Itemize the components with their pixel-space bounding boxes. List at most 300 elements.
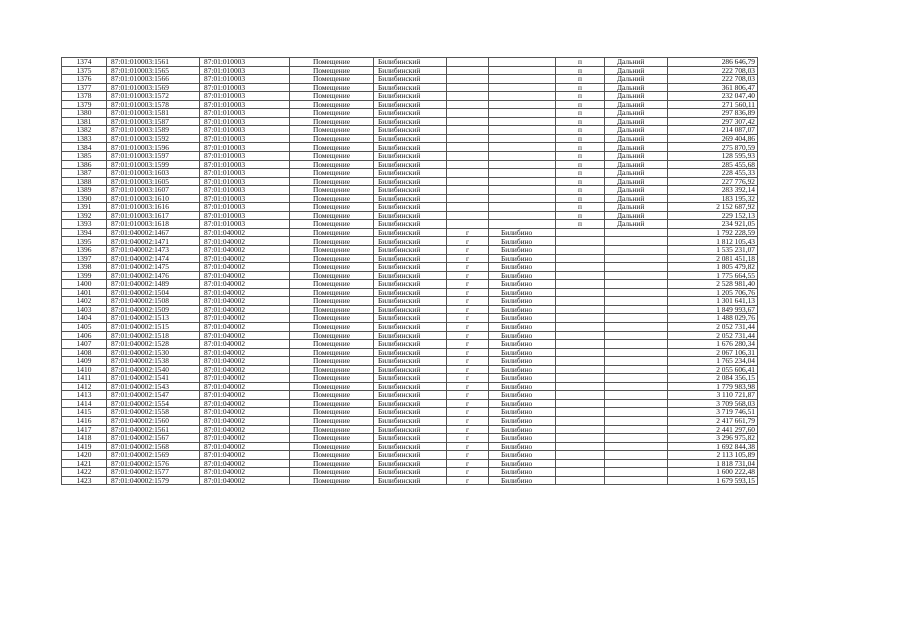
settlement-type-cell xyxy=(447,186,489,195)
locality-type-cell: п xyxy=(556,100,605,109)
table-row xyxy=(62,459,758,468)
district-cell: Билибинский xyxy=(374,220,447,229)
row-number-cell: 1381 xyxy=(62,117,107,126)
locality-name-cell: Дальний xyxy=(605,58,668,67)
table-row xyxy=(62,314,758,323)
locality-name-cell xyxy=(605,399,668,408)
table-row xyxy=(62,117,758,126)
locality-name-cell xyxy=(605,434,668,443)
settlement-type-cell: г xyxy=(447,374,489,383)
cadastral-value-cell: 271 560,11 xyxy=(668,100,758,109)
cadastral-number-cell: 87:01:010003:1578 xyxy=(107,100,200,109)
locality-name-cell xyxy=(605,228,668,237)
district-cell: Билибинский xyxy=(374,314,447,323)
district-cell: Билибинский xyxy=(374,442,447,451)
cadastral-value-cell: 1 805 479,82 xyxy=(668,263,758,272)
object-type-cell: Помещение xyxy=(290,117,374,126)
row-number-cell: 1420 xyxy=(62,451,107,460)
cadastral-block-cell: 87:01:040002 xyxy=(200,442,290,451)
table-row xyxy=(62,357,758,366)
cadastral-block-cell: 87:01:040002 xyxy=(200,357,290,366)
locality-type-cell xyxy=(556,280,605,289)
district-cell: Билибинский xyxy=(374,399,447,408)
cadastral-value-cell: 2 081 451,18 xyxy=(668,254,758,263)
district-cell: Билибинский xyxy=(374,228,447,237)
locality-name-cell: Дальний xyxy=(605,177,668,186)
locality-type-cell xyxy=(556,425,605,434)
object-type-cell: Помещение xyxy=(290,92,374,101)
cadastral-number-cell: 87:01:010003:1607 xyxy=(107,186,200,195)
registry-table xyxy=(61,57,758,485)
cadastral-value-cell: 1 679 593,15 xyxy=(668,476,758,485)
row-number-cell: 1387 xyxy=(62,169,107,178)
district-cell: Билибинский xyxy=(374,100,447,109)
table-row xyxy=(62,83,758,92)
settlement-type-cell: г xyxy=(447,468,489,477)
cadastral-block-cell: 87:01:040002 xyxy=(200,340,290,349)
district-cell: Билибинский xyxy=(374,340,447,349)
cadastral-block-cell: 87:01:010003 xyxy=(200,203,290,212)
locality-name-cell: Дальний xyxy=(605,169,668,178)
object-type-cell: Помещение xyxy=(290,58,374,67)
row-number-cell: 1423 xyxy=(62,476,107,485)
object-type-cell: Помещение xyxy=(290,143,374,152)
cadastral-value-cell: 222 708,03 xyxy=(668,66,758,75)
district-cell: Билибинский xyxy=(374,237,447,246)
object-type-cell: Помещение xyxy=(290,451,374,460)
district-cell: Билибинский xyxy=(374,134,447,143)
settlement-type-cell: г xyxy=(447,408,489,417)
settlement-type-cell: г xyxy=(447,331,489,340)
row-number-cell: 1394 xyxy=(62,228,107,237)
object-type-cell: Помещение xyxy=(290,177,374,186)
row-number-cell: 1390 xyxy=(62,194,107,203)
locality-name-cell xyxy=(605,271,668,280)
settlement-name-cell: Билибино xyxy=(489,314,556,323)
district-cell: Билибинский xyxy=(374,263,447,272)
table-row xyxy=(62,143,758,152)
cadastral-number-cell: 87:01:010003:1603 xyxy=(107,169,200,178)
settlement-type-cell: г xyxy=(447,305,489,314)
cadastral-value-cell: 2 152 687,92 xyxy=(668,203,758,212)
cadastral-number-cell: 87:01:010003:1618 xyxy=(107,220,200,229)
settlement-type-cell xyxy=(447,83,489,92)
locality-type-cell: п xyxy=(556,220,605,229)
settlement-type-cell xyxy=(447,134,489,143)
cadastral-block-cell: 87:01:040002 xyxy=(200,374,290,383)
row-number-cell: 1397 xyxy=(62,254,107,263)
table-row xyxy=(62,92,758,101)
cadastral-block-cell: 87:01:040002 xyxy=(200,228,290,237)
row-number-cell: 1415 xyxy=(62,408,107,417)
object-type-cell: Помещение xyxy=(290,476,374,485)
object-type-cell: Помещение xyxy=(290,194,374,203)
row-number-cell: 1404 xyxy=(62,314,107,323)
table-row xyxy=(62,476,758,485)
settlement-name-cell: Билибино xyxy=(489,254,556,263)
table-row xyxy=(62,399,758,408)
cadastral-number-cell: 87:01:040002:1558 xyxy=(107,408,200,417)
locality-type-cell: п xyxy=(556,160,605,169)
district-cell: Билибинский xyxy=(374,365,447,374)
cadastral-value-cell: 297 307,42 xyxy=(668,117,758,126)
table-row xyxy=(62,203,758,212)
district-cell: Билибинский xyxy=(374,152,447,161)
cadastral-number-cell: 87:01:010003:1587 xyxy=(107,117,200,126)
cadastral-block-cell: 87:01:040002 xyxy=(200,271,290,280)
settlement-name-cell xyxy=(489,58,556,67)
settlement-name-cell: Билибино xyxy=(489,459,556,468)
locality-name-cell: Дальний xyxy=(605,143,668,152)
locality-type-cell xyxy=(556,305,605,314)
locality-type-cell: п xyxy=(556,117,605,126)
row-number-cell: 1386 xyxy=(62,160,107,169)
cadastral-block-cell: 87:01:010003 xyxy=(200,211,290,220)
cadastral-block-cell: 87:01:010003 xyxy=(200,100,290,109)
locality-name-cell xyxy=(605,305,668,314)
cadastral-block-cell: 87:01:040002 xyxy=(200,391,290,400)
object-type-cell: Помещение xyxy=(290,331,374,340)
locality-name-cell: Дальний xyxy=(605,152,668,161)
locality-type-cell xyxy=(556,263,605,272)
settlement-type-cell xyxy=(447,58,489,67)
district-cell: Билибинский xyxy=(374,169,447,178)
table-row xyxy=(62,263,758,272)
row-number-cell: 1410 xyxy=(62,365,107,374)
settlement-name-cell xyxy=(489,177,556,186)
table-row xyxy=(62,186,758,195)
cadastral-number-cell: 87:01:010003:1566 xyxy=(107,75,200,84)
row-number-cell: 1414 xyxy=(62,399,107,408)
object-type-cell: Помещение xyxy=(290,365,374,374)
locality-type-cell: п xyxy=(556,211,605,220)
cadastral-value-cell: 2 067 106,31 xyxy=(668,348,758,357)
row-number-cell: 1403 xyxy=(62,305,107,314)
object-type-cell: Помещение xyxy=(290,297,374,306)
object-type-cell: Помещение xyxy=(290,66,374,75)
table-row xyxy=(62,416,758,425)
cadastral-number-cell: 87:01:010003:1581 xyxy=(107,109,200,118)
row-number-cell: 1393 xyxy=(62,220,107,229)
row-number-cell: 1382 xyxy=(62,126,107,135)
locality-name-cell: Дальний xyxy=(605,160,668,169)
object-type-cell: Помещение xyxy=(290,254,374,263)
table-body xyxy=(62,58,758,485)
object-type-cell: Помещение xyxy=(290,314,374,323)
settlement-name-cell: Билибино xyxy=(489,280,556,289)
district-cell: Билибинский xyxy=(374,109,447,118)
settlement-name-cell xyxy=(489,160,556,169)
cadastral-block-cell: 87:01:010003 xyxy=(200,66,290,75)
cadastral-value-cell: 1 792 228,59 xyxy=(668,228,758,237)
cadastral-value-cell: 3 110 721,87 xyxy=(668,391,758,400)
settlement-name-cell xyxy=(489,220,556,229)
object-type-cell: Помещение xyxy=(290,425,374,434)
row-number-cell: 1399 xyxy=(62,271,107,280)
cadastral-block-cell: 87:01:010003 xyxy=(200,220,290,229)
locality-name-cell xyxy=(605,425,668,434)
locality-name-cell: Дальний xyxy=(605,117,668,126)
cadastral-number-cell: 87:01:040002:1489 xyxy=(107,280,200,289)
locality-name-cell: Дальний xyxy=(605,100,668,109)
row-number-cell: 1405 xyxy=(62,322,107,331)
cadastral-number-cell: 87:01:040002:1538 xyxy=(107,357,200,366)
district-cell: Билибинский xyxy=(374,66,447,75)
table-row xyxy=(62,177,758,186)
object-type-cell: Помещение xyxy=(290,203,374,212)
cadastral-value-cell: 2 113 105,89 xyxy=(668,451,758,460)
cadastral-block-cell: 87:01:040002 xyxy=(200,348,290,357)
object-type-cell: Помещение xyxy=(290,186,374,195)
locality-name-cell xyxy=(605,365,668,374)
table-row xyxy=(62,75,758,84)
settlement-name-cell: Билибино xyxy=(489,322,556,331)
locality-name-cell xyxy=(605,451,668,460)
cadastral-number-cell: 87:01:040002:1475 xyxy=(107,263,200,272)
settlement-name-cell: Билибино xyxy=(489,237,556,246)
district-cell: Билибинский xyxy=(374,211,447,220)
table-row xyxy=(62,425,758,434)
settlement-type-cell: г xyxy=(447,297,489,306)
cadastral-block-cell: 87:01:040002 xyxy=(200,408,290,417)
locality-name-cell: Дальний xyxy=(605,194,668,203)
settlement-name-cell: Билибино xyxy=(489,365,556,374)
district-cell: Билибинский xyxy=(374,434,447,443)
district-cell: Билибинский xyxy=(374,288,447,297)
locality-type-cell xyxy=(556,237,605,246)
settlement-type-cell: г xyxy=(447,314,489,323)
object-type-cell: Помещение xyxy=(290,211,374,220)
locality-name-cell: Дальний xyxy=(605,134,668,143)
table-row xyxy=(62,228,758,237)
cadastral-number-cell: 87:01:010003:1565 xyxy=(107,66,200,75)
cadastral-value-cell: 2 441 297,60 xyxy=(668,425,758,434)
cadastral-value-cell: 1 692 844,38 xyxy=(668,442,758,451)
locality-type-cell: п xyxy=(556,203,605,212)
district-cell: Билибинский xyxy=(374,468,447,477)
cadastral-value-cell: 1 765 234,04 xyxy=(668,357,758,366)
district-cell: Билибинский xyxy=(374,451,447,460)
cadastral-value-cell: 2 052 731,44 xyxy=(668,322,758,331)
settlement-name-cell: Билибино xyxy=(489,297,556,306)
cadastral-number-cell: 87:01:010003:1597 xyxy=(107,152,200,161)
object-type-cell: Помещение xyxy=(290,382,374,391)
cadastral-number-cell: 87:01:040002:1568 xyxy=(107,442,200,451)
row-number-cell: 1376 xyxy=(62,75,107,84)
settlement-name-cell: Билибино xyxy=(489,451,556,460)
object-type-cell: Помещение xyxy=(290,109,374,118)
settlement-name-cell xyxy=(489,83,556,92)
cadastral-block-cell: 87:01:040002 xyxy=(200,416,290,425)
object-type-cell: Помещение xyxy=(290,228,374,237)
cadastral-value-cell: 234 921,05 xyxy=(668,220,758,229)
settlement-type-cell xyxy=(447,66,489,75)
cadastral-number-cell: 87:01:040002:1515 xyxy=(107,322,200,331)
cadastral-number-cell: 87:01:040002:1554 xyxy=(107,399,200,408)
table-row xyxy=(62,254,758,263)
cadastral-block-cell: 87:01:040002 xyxy=(200,288,290,297)
cadastral-block-cell: 87:01:040002 xyxy=(200,382,290,391)
object-type-cell: Помещение xyxy=(290,340,374,349)
settlement-type-cell: г xyxy=(447,288,489,297)
settlement-name-cell: Билибино xyxy=(489,271,556,280)
locality-type-cell xyxy=(556,288,605,297)
cadastral-value-cell: 214 087,07 xyxy=(668,126,758,135)
settlement-type-cell xyxy=(447,169,489,178)
settlement-name-cell: Билибино xyxy=(489,442,556,451)
table-row xyxy=(62,451,758,460)
cadastral-value-cell: 3 719 746,51 xyxy=(668,408,758,417)
locality-name-cell xyxy=(605,459,668,468)
cadastral-number-cell: 87:01:040002:1467 xyxy=(107,228,200,237)
row-number-cell: 1380 xyxy=(62,109,107,118)
settlement-type-cell xyxy=(447,211,489,220)
settlement-name-cell xyxy=(489,117,556,126)
settlement-type-cell: г xyxy=(447,280,489,289)
row-number-cell: 1398 xyxy=(62,263,107,272)
cadastral-number-cell: 87:01:010003:1610 xyxy=(107,194,200,203)
cadastral-block-cell: 87:01:040002 xyxy=(200,254,290,263)
district-cell: Билибинский xyxy=(374,425,447,434)
cadastral-block-cell: 87:01:010003 xyxy=(200,126,290,135)
settlement-name-cell xyxy=(489,152,556,161)
cadastral-number-cell: 87:01:040002:1547 xyxy=(107,391,200,400)
table-row xyxy=(62,297,758,306)
settlement-name-cell: Билибино xyxy=(489,357,556,366)
locality-type-cell xyxy=(556,476,605,485)
cadastral-number-cell: 87:01:010003:1592 xyxy=(107,134,200,143)
locality-type-cell: п xyxy=(556,186,605,195)
locality-type-cell xyxy=(556,271,605,280)
settlement-name-cell: Билибино xyxy=(489,246,556,255)
cadastral-block-cell: 87:01:040002 xyxy=(200,425,290,434)
table-row xyxy=(62,246,758,255)
settlement-name-cell: Билибино xyxy=(489,331,556,340)
cadastral-block-cell: 87:01:010003 xyxy=(200,169,290,178)
cadastral-number-cell: 87:01:040002:1530 xyxy=(107,348,200,357)
table-row xyxy=(62,434,758,443)
table-row xyxy=(62,58,758,67)
object-type-cell: Помещение xyxy=(290,100,374,109)
locality-name-cell: Дальний xyxy=(605,186,668,195)
table-row xyxy=(62,109,758,118)
cadastral-value-cell: 2 052 731,44 xyxy=(668,331,758,340)
cadastral-block-cell: 87:01:010003 xyxy=(200,177,290,186)
district-cell: Билибинский xyxy=(374,391,447,400)
object-type-cell: Помещение xyxy=(290,237,374,246)
locality-type-cell xyxy=(556,348,605,357)
locality-name-cell: Дальний xyxy=(605,92,668,101)
locality-name-cell xyxy=(605,382,668,391)
object-type-cell: Помещение xyxy=(290,83,374,92)
district-cell: Билибинский xyxy=(374,382,447,391)
object-type-cell: Помещение xyxy=(290,374,374,383)
settlement-type-cell xyxy=(447,160,489,169)
settlement-type-cell xyxy=(447,75,489,84)
row-number-cell: 1417 xyxy=(62,425,107,434)
object-type-cell: Помещение xyxy=(290,468,374,477)
locality-name-cell xyxy=(605,340,668,349)
settlement-type-cell: г xyxy=(447,254,489,263)
table-row xyxy=(62,271,758,280)
district-cell: Билибинский xyxy=(374,459,447,468)
cadastral-number-cell: 87:01:040002:1579 xyxy=(107,476,200,485)
district-cell: Билибинский xyxy=(374,186,447,195)
locality-name-cell: Дальний xyxy=(605,203,668,212)
cadastral-block-cell: 87:01:010003 xyxy=(200,92,290,101)
cadastral-block-cell: 87:01:010003 xyxy=(200,194,290,203)
object-type-cell: Помещение xyxy=(290,357,374,366)
table-row xyxy=(62,100,758,109)
locality-type-cell: п xyxy=(556,83,605,92)
locality-name-cell xyxy=(605,314,668,323)
cadastral-value-cell: 3 709 568,03 xyxy=(668,399,758,408)
cadastral-value-cell: 183 195,32 xyxy=(668,194,758,203)
cadastral-value-cell: 1 205 706,76 xyxy=(668,288,758,297)
locality-type-cell xyxy=(556,331,605,340)
row-number-cell: 1408 xyxy=(62,348,107,357)
locality-type-cell xyxy=(556,297,605,306)
object-type-cell: Помещение xyxy=(290,134,374,143)
settlement-type-cell: г xyxy=(447,340,489,349)
row-number-cell: 1392 xyxy=(62,211,107,220)
cadastral-value-cell: 128 595,93 xyxy=(668,152,758,161)
cadastral-number-cell: 87:01:040002:1518 xyxy=(107,331,200,340)
locality-type-cell xyxy=(556,399,605,408)
locality-type-cell: п xyxy=(556,75,605,84)
cadastral-value-cell: 227 776,92 xyxy=(668,177,758,186)
locality-name-cell: Дальний xyxy=(605,211,668,220)
row-number-cell: 1391 xyxy=(62,203,107,212)
locality-name-cell xyxy=(605,408,668,417)
cadastral-block-cell: 87:01:040002 xyxy=(200,246,290,255)
locality-name-cell xyxy=(605,476,668,485)
cadastral-block-cell: 87:01:040002 xyxy=(200,280,290,289)
district-cell: Билибинский xyxy=(374,322,447,331)
cadastral-value-cell: 1 488 029,76 xyxy=(668,314,758,323)
cadastral-number-cell: 87:01:040002:1569 xyxy=(107,451,200,460)
row-number-cell: 1419 xyxy=(62,442,107,451)
cadastral-block-cell: 87:01:040002 xyxy=(200,314,290,323)
locality-type-cell xyxy=(556,357,605,366)
settlement-type-cell: г xyxy=(447,357,489,366)
cadastral-block-cell: 87:01:010003 xyxy=(200,117,290,126)
cadastral-block-cell: 87:01:040002 xyxy=(200,331,290,340)
settlement-type-cell: г xyxy=(447,246,489,255)
settlement-name-cell: Билибино xyxy=(489,391,556,400)
settlement-type-cell: г xyxy=(447,365,489,374)
district-cell: Билибинский xyxy=(374,331,447,340)
row-number-cell: 1411 xyxy=(62,374,107,383)
cadastral-value-cell: 1 849 993,67 xyxy=(668,305,758,314)
locality-name-cell xyxy=(605,297,668,306)
locality-type-cell: п xyxy=(556,92,605,101)
cadastral-number-cell: 87:01:040002:1476 xyxy=(107,271,200,280)
table-row xyxy=(62,160,758,169)
cadastral-value-cell: 2 417 661,79 xyxy=(668,416,758,425)
settlement-type-cell xyxy=(447,177,489,186)
district-cell: Билибинский xyxy=(374,408,447,417)
row-number-cell: 1395 xyxy=(62,237,107,246)
settlement-type-cell xyxy=(447,143,489,152)
locality-name-cell xyxy=(605,391,668,400)
settlement-name-cell: Билибино xyxy=(489,288,556,297)
settlement-type-cell: г xyxy=(447,228,489,237)
object-type-cell: Помещение xyxy=(290,442,374,451)
settlement-name-cell xyxy=(489,194,556,203)
district-cell: Билибинский xyxy=(374,254,447,263)
cadastral-value-cell: 2 055 606,41 xyxy=(668,365,758,374)
